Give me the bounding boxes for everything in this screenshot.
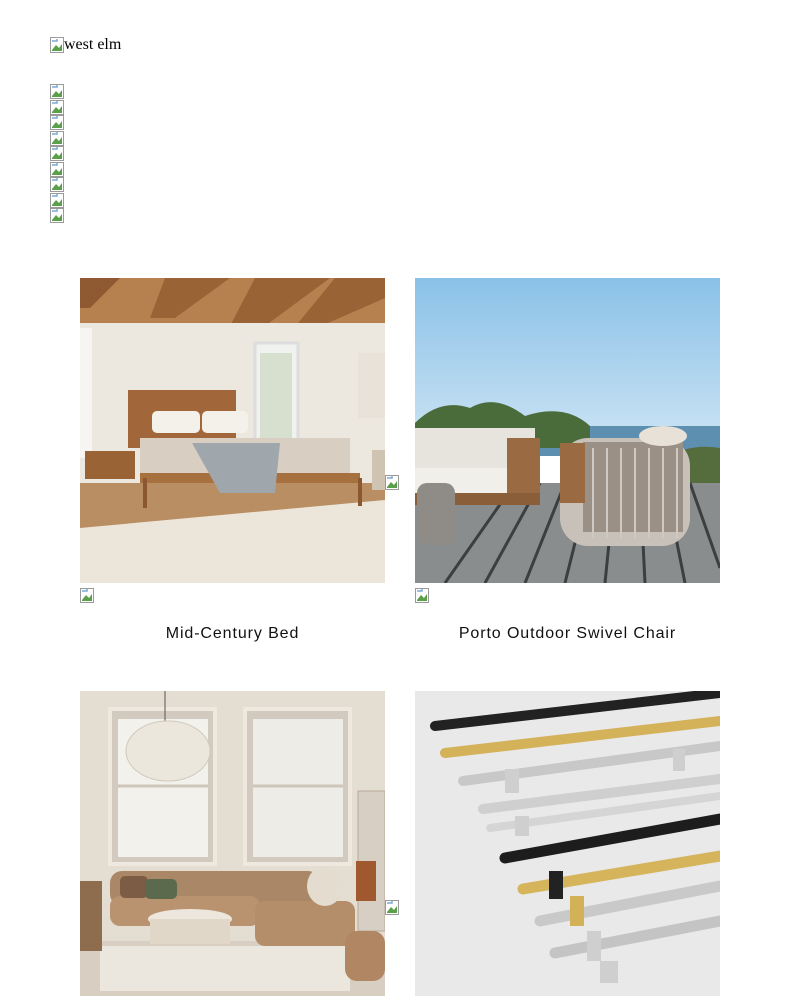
broken-image-icon (80, 588, 94, 604)
nav-item[interactable] (50, 193, 64, 209)
nav-item[interactable] (50, 177, 64, 193)
broken-image-icon (50, 193, 64, 208)
broken-image-icon (50, 100, 64, 115)
product-title-bed[interactable]: Mid-Century Bed (165, 625, 300, 642)
broken-image-icon (50, 131, 64, 146)
broken-image-icon (50, 177, 64, 192)
nav-item[interactable] (50, 146, 64, 162)
product-image-curtain-rods[interactable] (415, 691, 720, 996)
broken-image-icon (50, 162, 64, 177)
nav-item[interactable] (50, 208, 64, 224)
nav-item[interactable] (50, 115, 64, 131)
broken-image-icon (385, 475, 399, 491)
product-image-chair[interactable] (415, 278, 720, 583)
logo-link[interactable] (50, 36, 121, 54)
broken-image-icon (385, 900, 399, 916)
product-title-chair[interactable]: Porto Outdoor Swivel Chair (458, 625, 677, 642)
broken-image-icon (415, 588, 429, 604)
broken-image-icon (50, 84, 64, 99)
broken-image-icon (50, 146, 64, 161)
nav-item[interactable] (50, 162, 64, 178)
broken-image-icon (50, 208, 64, 223)
nav-icon-list (50, 84, 64, 224)
logo-alt-text: west elm (64, 36, 122, 53)
nav-item[interactable] (50, 84, 64, 100)
broken-image-icon (50, 115, 64, 130)
nav-item[interactable] (50, 131, 64, 147)
product-image-living-room[interactable] (80, 691, 385, 996)
product-image-bed[interactable] (80, 278, 385, 583)
nav-item[interactable] (50, 100, 64, 116)
broken-image-icon (50, 37, 64, 53)
